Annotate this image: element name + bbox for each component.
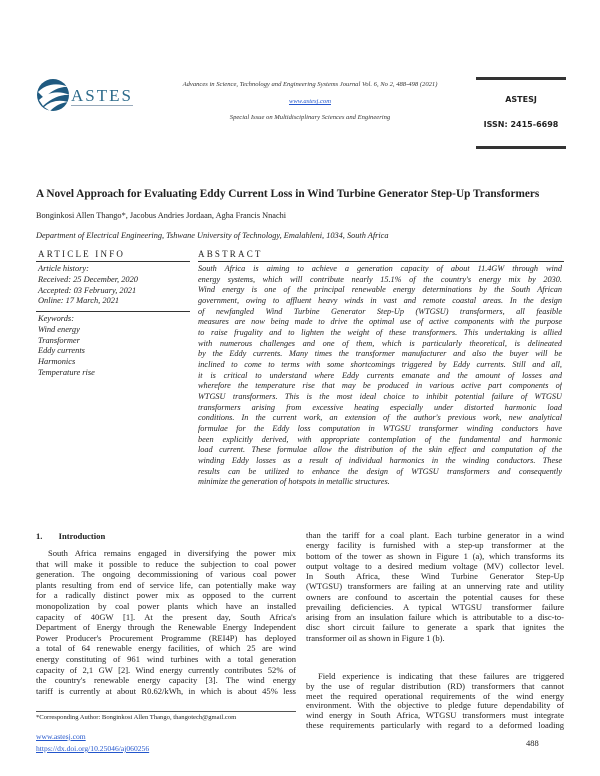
text-line: wind energy in South Africa, WTGSU transformers must integrate — [306, 711, 564, 721]
text-line: In South Africa, these Wind Turbine Generator Step-Up — [306, 571, 564, 581]
affiliation: Department of Electrical Engineering, Tshwane University of Technology, Emalahleni, 1034, South Africa — [36, 231, 389, 240]
intro-left-column — [36, 548, 296, 696]
text-line: generation. The ongoing decommissioning of various coal power — [36, 569, 296, 580]
text-line: results can be utilized to enhance the design of WTGSU transformers and consequently — [198, 466, 562, 476]
abstract-body — [198, 264, 562, 488]
paper-title: A Novel Approach for Evaluating Eddy Current Loss in Wind Turbine Generator Step-Up Transformers — [36, 188, 540, 200]
article-history — [38, 264, 188, 307]
text-line: WTGSU transformers. This is the most ideal choice to inhibit potential failure of WTGSU — [198, 392, 562, 402]
logo-text: ASTES — [71, 86, 133, 105]
authors: Bonginkosi Allen Thango*, Jacobus Andries Jordaan, Agha Francis Nnachi — [36, 211, 287, 220]
text-line: a total of 64 renewable energy facilities, of which 25 are wind — [36, 643, 296, 654]
footnote-rule — [36, 711, 296, 712]
text-line: with numerous challenges and one of them, which is particularly theoretical, is delineated — [198, 338, 562, 348]
astes-logo — [36, 78, 136, 112]
keywords-label: Keywords: — [38, 314, 74, 323]
text-line: Wind energy is one of the principal renewable energy determinations by the South African — [198, 285, 562, 295]
text-line: energy facility is furnished with a step-up transformer at the — [306, 540, 564, 551]
doi-link[interactable]: https://dx.doi.org/10.25046/aj060256 — [36, 744, 150, 753]
text-line: energy constituting of 961 wind turbines with a total generation — [36, 653, 296, 664]
journal-info: Advances in Science, Technology and Engineering Systems Journal Vol. 6, No 2, 488-498 (2021) — [182, 81, 438, 88]
text-line: wherefore the temperature rise that may be produced in various active part components of — [198, 381, 562, 391]
text-line: capacity of 40GW [1]. At the present day, South Africa's — [36, 611, 296, 622]
text-line: South Africa is aiming to achieve a generation capacity of about 11.4GW through wind — [198, 264, 562, 273]
text-line: been explicitly derived, with appropriate contemplation of the fundamental and harmonic — [198, 434, 562, 444]
history-label: Article history: — [38, 264, 89, 273]
text-line: minimize the generation of hotspots in metallic structures. — [198, 477, 390, 487]
text-line: Department of Energy through the Renewable Energy Independent — [36, 622, 296, 633]
special-issue: Special Issue on Multidisciplinary Sciences and Engineering — [229, 114, 391, 121]
article-info-heading: ARTICLE INFO — [38, 249, 126, 259]
text-line: disc short circuit failure to generate a spark that ignites the — [306, 622, 564, 633]
issn: ISSN: 2415-6698 — [483, 120, 559, 129]
text-line: bottom of the tower as shown in Figure 1 (a), which transforms its — [306, 550, 564, 561]
abstract-heading: ABSTRACT — [198, 249, 263, 259]
text-line: energy systems, which will contribute nearly 15.1% of the country's energy mix by 2030. — [198, 274, 562, 284]
text-line: prevailing deficiencies. A typical WTGSU transformer failure — [306, 601, 564, 612]
text-line: transformers arising from excessive heating especially under distorted harmonic load — [198, 402, 562, 412]
text-line: that will make it possible to reduce the subjection to coal power — [36, 558, 296, 569]
journal-website-link[interactable]: www.astesj.com — [288, 98, 331, 105]
text-line: measures are now being made to drive the optimal use of active components with the purpose — [198, 317, 562, 327]
history-rule — [36, 311, 190, 312]
text-line: load current. These formulae allow the distribution of the skin effect and computation of the — [198, 445, 562, 455]
footnote: *Corresponding Author: Bonginkosi Allen Thango, thangotech@gmail.com — [36, 714, 237, 721]
text-line: it is critical to understand where Eddy currents emanate and the amount of losses and — [198, 370, 562, 380]
header-rule-top — [476, 77, 566, 80]
text-line: for a radically distinct power mix as opposed to the current — [36, 590, 296, 601]
section-number: 1. — [36, 531, 43, 541]
keyword: Harmonics — [38, 357, 76, 367]
text-line: the country's renewable energy capacity [3]. The wind energy — [36, 675, 296, 686]
astes-swoosh-icon — [36, 78, 72, 112]
keyword: Wind energy — [38, 324, 80, 334]
text-line: tariff is currently at about R0.62/kWh, in which is about 45% less — [36, 685, 296, 696]
text-line: to raise frugality and to lighten the weight of these transformers. This undertaking is allied — [198, 328, 562, 338]
intro-right-paragraph-2 — [306, 672, 564, 731]
header-rule-bottom — [476, 146, 566, 149]
text-line: transformer oil as shown in Figure 1 (b). — [306, 632, 445, 643]
accepted-date: Accepted: 03 February, 2021 — [38, 285, 137, 295]
text-line: arising from an insulation failure which is attributable to a disc-to- — [306, 612, 564, 622]
text-line: output voltage to a desired medium voltage (MV) collector level. — [306, 560, 564, 571]
keyword: Temperature rise — [38, 367, 95, 377]
text-line: monopolization by coal power plants which have an installed — [36, 600, 296, 611]
text-line: environment. With the objective to pledge future dependability of — [306, 701, 564, 711]
text-line: formulae for the Eddy loss computation in WTGSU transformer winding conductors have — [198, 424, 562, 434]
page-number: 488 — [526, 738, 539, 748]
article-info-rule — [36, 261, 190, 262]
text-line: plants resulting from end of service life, can potentially make way — [36, 579, 296, 590]
intro-right-paragraph-1 — [306, 530, 564, 643]
text-line: by the Eddy currents. Many times the transformer manufacturer and also the buyer will be — [198, 349, 562, 359]
text-line: owners are confound to ascertain the potential causes for these — [306, 591, 564, 602]
text-line: than the tariff for a coal plant. Each turbine generator in a wind — [306, 530, 564, 540]
text-line: capacity of 2,1 GW [2]. Wind energy currently contributes 52% of — [36, 664, 296, 675]
footer-website-link[interactable]: www.astesj.com — [36, 732, 86, 741]
text-line: Power Producer's Procurement Programme (REI4P) has deployed — [36, 632, 296, 643]
received-date: Received: 25 December, 2020 — [38, 274, 138, 284]
journal-abbrev: ASTESJ — [505, 95, 537, 104]
section-heading — [36, 531, 105, 541]
abstract-rule — [198, 261, 564, 262]
online-date: Online: 17 March, 2021 — [38, 296, 120, 306]
text-line: South Africa remains engaged in diversifying the power mix — [48, 548, 296, 558]
section-title: Introduction — [58, 531, 106, 541]
text-line: meet the required operational requirements of the wind energy — [306, 691, 564, 701]
text-line: government, owing to affluent heavy winds in vast and remote coastal areas. In the design — [198, 296, 562, 306]
text-line: (WTGSU) transformers are failing at an unnerving rate and utility — [306, 581, 564, 592]
text-line: these requirements particularly with regard to a deformed loading — [306, 720, 564, 730]
text-line: inclined to come to terms with some shortcomings triggered by Eddy currents. Still and all, — [198, 360, 562, 370]
keyword: Eddy currents — [38, 346, 85, 356]
text-line: conditions. In the current work, an extension of the author's previous work, new analytical — [198, 413, 562, 423]
text-line: by the use of regular distribution (RD) transformers that cannot — [306, 681, 564, 691]
keyword: Transformer — [38, 335, 80, 345]
journal-website-wrap — [140, 98, 480, 105]
text-line: Field experience is indicating that these failures are triggered — [318, 672, 564, 681]
text-line: winding Eddy losses as a result of individual harmonics in the winding conductors. These — [198, 456, 562, 466]
keywords — [38, 314, 188, 379]
text-line: of newfangled Wind Turbine Generator Step-Up (WTGSU) transformers, all feasible — [198, 306, 562, 316]
